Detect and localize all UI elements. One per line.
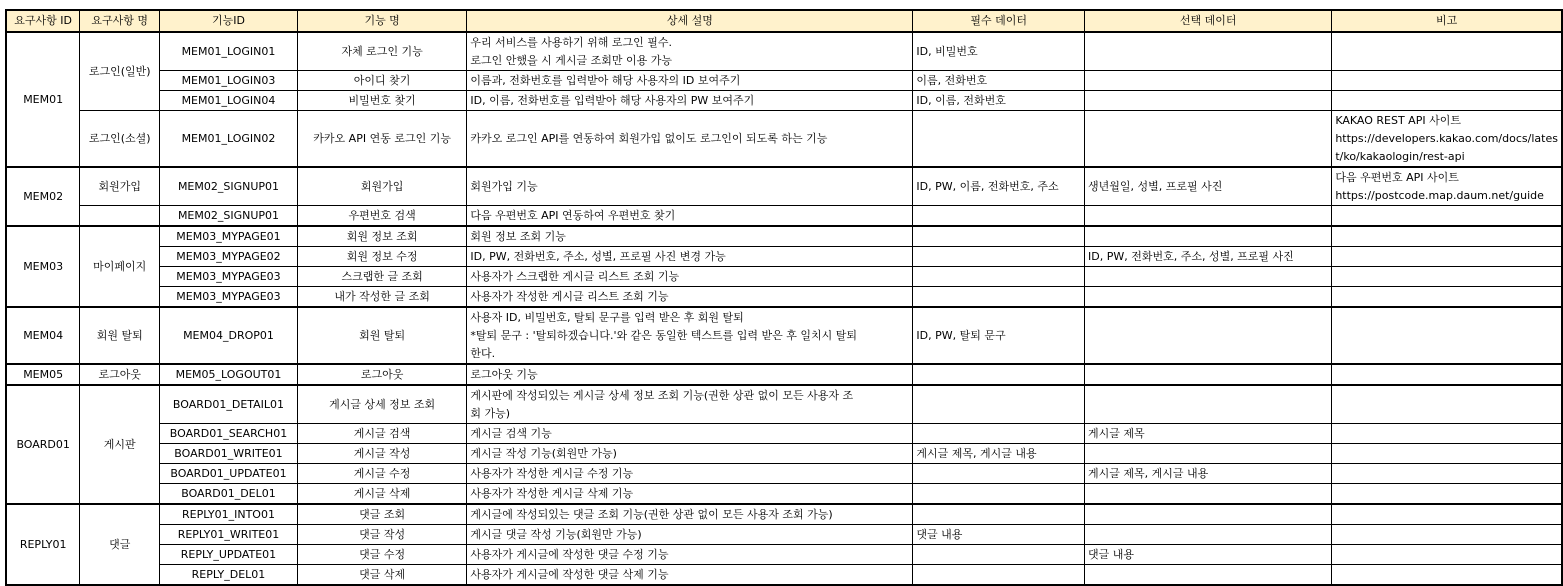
cell-function-name[interactable]: 댓글 작성 <box>297 525 467 545</box>
table-row <box>6 364 1562 385</box>
cell-note[interactable] <box>1332 111 1562 168</box>
cell-function-id[interactable]: REPLY_UPDATE01 <box>160 545 298 565</box>
description-line: 사용자 ID, 비밀번호, 탈퇴 문구를 입력 받은 후 회원 탈퇴 <box>470 310 744 324</box>
cell-function-id[interactable]: MEM03_MYPAGE01 <box>160 226 298 247</box>
cell-required-data[interactable]: 게시글 제목, 게시글 내용 <box>913 444 1085 464</box>
cell-function-id[interactable]: BOARD01_WRITE01 <box>160 444 298 464</box>
cell-optional-data[interactable] <box>1084 444 1331 464</box>
description-line: 회원 정보 조회 기능 <box>470 229 566 243</box>
cell-note[interactable] <box>1332 364 1562 385</box>
cell-description[interactable] <box>467 71 913 91</box>
table-row <box>6 71 1562 91</box>
cell-optional-data[interactable]: 게시글 제목 <box>1084 424 1331 444</box>
note-line: https://developers.kakao.com/docs/lates <box>1335 131 1558 145</box>
cell-note[interactable] <box>1332 247 1562 267</box>
cell-description[interactable] <box>467 424 913 444</box>
cell-description[interactable] <box>467 504 913 525</box>
cell-description[interactable] <box>467 32 913 71</box>
cell-required-data[interactable]: ID, PW, 탈퇴 문구 <box>913 307 1085 364</box>
cell-description[interactable] <box>467 226 913 247</box>
cell-optional-data[interactable] <box>1084 307 1331 364</box>
cell-required-data[interactable] <box>913 206 1085 227</box>
cell-optional-data[interactable] <box>1084 525 1331 545</box>
table-row <box>6 307 1562 364</box>
table-row <box>6 525 1562 545</box>
header-cell-note[interactable]: 비고 <box>1332 10 1562 32</box>
description-line: 회 가능) <box>470 406 511 420</box>
cell-optional-data[interactable] <box>1084 364 1331 385</box>
description-line: 로그인 안했을 시 게시글 조회만 이용 가능 <box>470 53 673 67</box>
cell-function-name[interactable]: 게시글 수정 <box>297 464 467 484</box>
description-line: 로그아웃 기능 <box>470 367 538 381</box>
cell-note[interactable] <box>1332 167 1562 206</box>
table-row <box>6 111 1562 168</box>
cell-note[interactable] <box>1332 32 1562 71</box>
cell-function-id[interactable]: MEM01_LOGIN01 <box>160 32 298 71</box>
cell-function-name[interactable]: 댓글 삭제 <box>297 565 467 586</box>
header-cell-required-data[interactable]: 필수 데이터 <box>913 10 1085 32</box>
cell-function-id[interactable]: MEM01_LOGIN04 <box>160 91 298 111</box>
cell-note[interactable] <box>1332 424 1562 444</box>
table-row <box>6 444 1562 464</box>
table-row <box>6 267 1562 287</box>
cell-function-id[interactable]: BOARD01_UPDATE01 <box>160 464 298 484</box>
cell-function-name[interactable]: 스크랩한 글 조회 <box>297 267 467 287</box>
cell-note[interactable] <box>1332 267 1562 287</box>
cell-requirement-id[interactable]: BOARD01 <box>6 385 80 504</box>
sheet-body <box>6 10 1562 585</box>
description-line: 사용자가 게시글에 작성한 댓글 수정 기능 <box>470 547 669 561</box>
description-line: 게시글 작성 기능(회원만 가능) <box>470 446 617 460</box>
description-line: 다음 우편번호 API 연동하여 우편번호 찾기 <box>470 208 676 222</box>
cell-function-name[interactable]: 게시글 상세 정보 조회 <box>297 385 467 424</box>
cell-function-name[interactable]: 게시글 삭제 <box>297 484 467 505</box>
cell-optional-data[interactable] <box>1084 287 1331 308</box>
cell-function-id[interactable]: MEM03_MYPAGE03 <box>160 267 298 287</box>
cell-requirement-name[interactable]: 로그아웃 <box>80 364 160 385</box>
description-line: 사용자가 스크랩한 게시글 리스트 조회 기능 <box>470 269 680 283</box>
cell-optional-data[interactable] <box>1084 565 1331 586</box>
cell-description[interactable] <box>467 167 913 206</box>
cell-note[interactable] <box>1332 206 1562 227</box>
cell-optional-data[interactable]: 생년월일, 성별, 프로필 사진 <box>1084 167 1331 206</box>
note-line: 다음 우편번호 API 사이트 <box>1335 170 1459 184</box>
description-line: 게시판에 작성되있는 게시글 상세 정보 조회 기능(권한 상관 없이 모든 사용자 조 <box>470 388 854 402</box>
cell-function-id[interactable]: MEM02_SIGNUP01 <box>160 167 298 206</box>
cell-function-id[interactable]: MEM04_DROP01 <box>160 307 298 364</box>
cell-description[interactable] <box>467 267 913 287</box>
cell-function-name[interactable]: 내가 작성한 글 조회 <box>297 287 467 308</box>
cell-function-name[interactable]: 댓글 수정 <box>297 545 467 565</box>
header-cell-func-id[interactable]: 기능ID <box>160 10 298 32</box>
header-cell-req-name[interactable]: 요구사항 명 <box>80 10 160 32</box>
note-line: t/ko/kakaologin/rest-api <box>1335 149 1465 163</box>
table-row <box>6 424 1562 444</box>
cell-function-name[interactable]: 게시글 작성 <box>297 444 467 464</box>
description-line: ID, 이름, 전화번호를 입력받아 해당 사용자의 PW 보여주기 <box>470 93 755 107</box>
cell-required-data[interactable] <box>913 424 1085 444</box>
cell-function-name[interactable]: 댓글 조회 <box>297 504 467 525</box>
cell-requirement-id[interactable]: MEM02 <box>6 167 80 226</box>
cell-required-data[interactable] <box>913 267 1085 287</box>
cell-function-name[interactable]: 회원 탈퇴 <box>297 307 467 364</box>
header-cell-req-id[interactable]: 요구사항 ID <box>6 10 80 32</box>
cell-function-name[interactable]: 비밀번호 찾기 <box>297 91 467 111</box>
description-line: 우리 서비스를 사용하기 위해 로그인 필수. <box>470 35 673 49</box>
cell-function-name[interactable]: 카카오 API 연동 로그인 기능 <box>297 111 467 168</box>
cell-note[interactable] <box>1332 525 1562 545</box>
cell-optional-data[interactable] <box>1084 385 1331 424</box>
cell-requirement-name[interactable]: 회원가입 <box>80 167 160 206</box>
table-row <box>6 226 1562 247</box>
cell-function-name[interactable]: 회원 정보 수정 <box>297 247 467 267</box>
cell-function-name[interactable]: 회원가입 <box>297 167 467 206</box>
requirements-sheet <box>5 9 1563 586</box>
cell-required-data[interactable]: 이름, 전화번호 <box>913 71 1085 91</box>
cell-required-data[interactable]: ID, 이름, 전화번호 <box>913 91 1085 111</box>
cell-function-id[interactable]: BOARD01_DETAIL01 <box>160 385 298 424</box>
cell-function-id[interactable]: BOARD01_DEL01 <box>160 484 298 505</box>
cell-required-data[interactable] <box>913 364 1085 385</box>
cell-description[interactable] <box>467 444 913 464</box>
header-cell-func-name[interactable]: 기능 명 <box>297 10 467 32</box>
cell-optional-data[interactable]: 댓글 내용 <box>1084 545 1331 565</box>
description-line: *탈퇴 문구 : '탈퇴하겠습니다.'와 같은 동일한 텍스트를 입력 받은 후 일치시 탈퇴 <box>470 328 858 342</box>
cell-optional-data[interactable] <box>1084 267 1331 287</box>
cell-description[interactable] <box>467 464 913 484</box>
cell-requirement-id[interactable]: MEM03 <box>6 226 80 307</box>
cell-requirement-name[interactable]: 댓글 <box>80 504 160 585</box>
cell-description[interactable] <box>467 307 913 364</box>
header-row <box>6 10 1562 32</box>
cell-required-data[interactable] <box>913 385 1085 424</box>
table-row <box>6 385 1562 424</box>
cell-function-name[interactable]: 우편번호 검색 <box>297 206 467 227</box>
cell-description[interactable] <box>467 91 913 111</box>
cell-required-data[interactable] <box>913 247 1085 267</box>
cell-required-data[interactable]: 댓글 내용 <box>913 525 1085 545</box>
cell-requirement-name[interactable] <box>80 206 160 227</box>
cell-function-id[interactable]: MEM03_MYPAGE02 <box>160 247 298 267</box>
cell-function-id[interactable]: REPLY01_INTO01 <box>160 504 298 525</box>
table-row <box>6 464 1562 484</box>
description-line: 게시글 검색 기능 <box>470 426 552 440</box>
header-cell-optional-data[interactable]: 선택 데이터 <box>1084 10 1331 32</box>
description-line: 회원가입 기능 <box>470 179 538 193</box>
cell-description[interactable] <box>467 385 913 424</box>
cell-required-data[interactable] <box>913 464 1085 484</box>
description-line: 사용자가 작성한 게시글 리스트 조회 기능 <box>470 289 669 303</box>
table-row <box>6 287 1562 308</box>
cell-function-name[interactable]: 회원 정보 조회 <box>297 226 467 247</box>
cell-description[interactable] <box>467 247 913 267</box>
cell-required-data[interactable] <box>913 484 1085 505</box>
cell-note[interactable] <box>1332 287 1562 308</box>
cell-description[interactable] <box>467 287 913 308</box>
cell-function-name[interactable]: 자체 로그인 기능 <box>297 32 467 71</box>
description-line: 이름과, 전화번호를 입력받아 해당 사용자의 ID 보여주기 <box>470 73 741 87</box>
cell-optional-data[interactable]: ID, PW, 전화번호, 주소, 성별, 프로필 사진 <box>1084 247 1331 267</box>
cell-note[interactable] <box>1332 444 1562 464</box>
cell-description[interactable] <box>467 484 913 505</box>
cell-function-name[interactable]: 게시글 검색 <box>297 424 467 444</box>
description-line: 한다. <box>470 346 496 360</box>
cell-requirement-id[interactable]: REPLY01 <box>6 504 80 585</box>
cell-function-name[interactable]: 아이디 찾기 <box>297 71 467 91</box>
table-row <box>6 206 1562 227</box>
cell-requirement-name[interactable]: 로그인(소셜) <box>80 111 160 168</box>
cell-optional-data[interactable] <box>1084 504 1331 525</box>
table-row <box>6 32 1562 71</box>
description-line: 카카오 로그인 API를 연동하여 회원가입 없이도 로그인이 되도록 하는 기능 <box>470 131 828 145</box>
cell-required-data[interactable] <box>913 226 1085 247</box>
description-line: 사용자가 작성한 게시글 삭제 기능 <box>470 486 634 500</box>
description-line: 사용자가 작성한 게시글 수정 기능 <box>470 466 634 480</box>
cell-note[interactable] <box>1332 565 1562 586</box>
cell-optional-data[interactable] <box>1084 484 1331 505</box>
cell-description[interactable] <box>467 364 913 385</box>
cell-requirement-id[interactable]: MEM04 <box>6 307 80 364</box>
cell-optional-data[interactable] <box>1084 206 1331 227</box>
header-cell-description[interactable]: 상세 설명 <box>467 10 913 32</box>
cell-function-id[interactable]: MEM05_LOGOUT01 <box>160 364 298 385</box>
cell-required-data[interactable]: ID, 비밀번호 <box>913 32 1085 71</box>
cell-requirement-name[interactable]: 회원 탈퇴 <box>80 307 160 364</box>
cell-requirement-id[interactable]: MEM05 <box>6 364 80 385</box>
table-row <box>6 565 1562 586</box>
cell-function-id[interactable]: REPLY_DEL01 <box>160 565 298 586</box>
cell-optional-data[interactable] <box>1084 71 1331 91</box>
note-line: KAKAO REST API 사이트 <box>1335 113 1461 127</box>
cell-note[interactable] <box>1332 484 1562 505</box>
cell-optional-data[interactable] <box>1084 32 1331 71</box>
cell-function-id[interactable]: MEM01_LOGIN02 <box>160 111 298 168</box>
cell-required-data[interactable] <box>913 287 1085 308</box>
cell-required-data[interactable] <box>913 504 1085 525</box>
cell-requirement-name[interactable]: 게시판 <box>80 385 160 504</box>
table-row <box>6 91 1562 111</box>
table-row <box>6 484 1562 505</box>
cell-note[interactable] <box>1332 385 1562 424</box>
cell-note[interactable] <box>1332 226 1562 247</box>
cell-note[interactable] <box>1332 464 1562 484</box>
cell-note[interactable] <box>1332 91 1562 111</box>
description-line: 게시글에 작성되있는 댓글 조회 기능(권한 상관 없이 모든 사용자 조회 가능) <box>470 507 833 521</box>
description-line: 사용자가 게시글에 작성한 댓글 삭제 기능 <box>470 567 669 581</box>
cell-required-data[interactable] <box>913 111 1085 168</box>
cell-note[interactable] <box>1332 504 1562 525</box>
cell-requirement-name[interactable]: 마이페이지 <box>80 226 160 307</box>
cell-note[interactable] <box>1332 71 1562 91</box>
cell-required-data[interactable]: ID, PW, 이름, 전화번호, 주소 <box>913 167 1085 206</box>
cell-description[interactable] <box>467 111 913 168</box>
table-row <box>6 167 1562 206</box>
cell-function-id[interactable]: MEM01_LOGIN03 <box>160 71 298 91</box>
cell-optional-data[interactable] <box>1084 111 1331 168</box>
description-line: ID, PW, 전화번호, 주소, 성별, 프로필 사진 변경 가능 <box>470 249 726 263</box>
note-line: https://postcode.map.daum.net/guide <box>1335 188 1544 202</box>
table-row <box>6 504 1562 525</box>
cell-function-id[interactable]: BOARD01_SEARCH01 <box>160 424 298 444</box>
table-row <box>6 247 1562 267</box>
cell-function-id[interactable]: REPLY01_WRITE01 <box>160 525 298 545</box>
cell-required-data[interactable] <box>913 565 1085 586</box>
cell-requirement-id[interactable]: MEM01 <box>6 32 80 167</box>
cell-optional-data[interactable] <box>1084 91 1331 111</box>
cell-description[interactable] <box>467 206 913 227</box>
cell-function-name[interactable]: 로그아웃 <box>297 364 467 385</box>
cell-optional-data[interactable]: 게시글 제목, 게시글 내용 <box>1084 464 1331 484</box>
cell-note[interactable] <box>1332 307 1562 364</box>
cell-requirement-name[interactable]: 로그인(일반) <box>80 32 160 111</box>
cell-optional-data[interactable] <box>1084 226 1331 247</box>
cell-description[interactable] <box>467 565 913 586</box>
description-line: 게시글 댓글 작성 기능(회원만 가능) <box>470 527 642 541</box>
cell-description[interactable] <box>467 525 913 545</box>
cell-function-id[interactable]: MEM03_MYPAGE03 <box>160 287 298 308</box>
cell-function-id[interactable]: MEM02_SIGNUP01 <box>160 206 298 227</box>
